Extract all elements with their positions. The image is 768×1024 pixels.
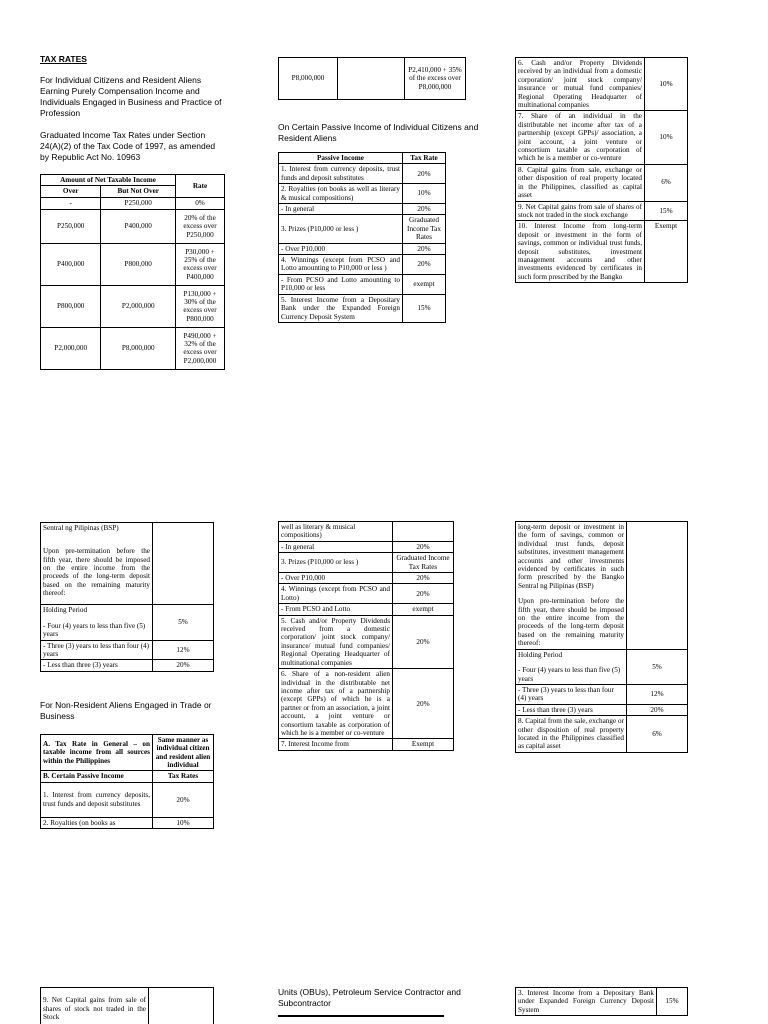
table-row bbox=[279, 604, 454, 615]
table-row bbox=[279, 669, 454, 739]
table-row bbox=[41, 660, 214, 671]
table-row bbox=[279, 274, 446, 294]
cell: 10% bbox=[153, 817, 214, 828]
cell: P400,000 bbox=[41, 243, 101, 285]
cell: exempt bbox=[393, 604, 454, 615]
table-row bbox=[279, 184, 446, 204]
cell: 5% bbox=[153, 605, 214, 640]
cell: P30,000 + 25% of the excess over P400,000 bbox=[176, 243, 225, 285]
cell: 12% bbox=[627, 684, 688, 704]
cell: 6% bbox=[627, 716, 688, 753]
cell: P2,000,000 bbox=[101, 285, 176, 327]
nra-passive-table-cont bbox=[515, 521, 688, 753]
cell: Holding Period bbox=[41, 605, 153, 616]
cell: 12% bbox=[153, 640, 214, 660]
cell: well as literary & musical compositions) bbox=[279, 522, 393, 542]
cell: 1. Interest from currency deposits, trust funds and deposit substitutes bbox=[41, 782, 153, 817]
cell: 10% bbox=[403, 184, 446, 204]
cell: 10% bbox=[645, 58, 688, 111]
table-row bbox=[279, 215, 446, 243]
cell: 15% bbox=[645, 201, 688, 221]
table-row bbox=[41, 197, 225, 209]
cell: 3. Interest Income from a Depositary Bank under Expanded Foreign Currency Deposit System bbox=[516, 988, 657, 1016]
table-row bbox=[41, 209, 225, 243]
table-row bbox=[41, 243, 225, 285]
cell: - Four (4) years to less than five (5) years bbox=[516, 660, 627, 684]
table-row bbox=[279, 573, 454, 584]
cell: - From PCSO and Lotto amounting to P10,000 or less bbox=[279, 274, 403, 294]
cell: 20% bbox=[393, 615, 454, 668]
col-header-over: Over bbox=[41, 186, 101, 197]
table-row bbox=[516, 164, 688, 201]
cell: P800,000 bbox=[101, 243, 176, 285]
cell: 3. Prizes (P10,000 or less ) bbox=[279, 215, 403, 243]
cell: 9. Net Capital gains from sale of shares of stock not traded in the Stock bbox=[41, 988, 149, 1024]
cell: 20% bbox=[627, 704, 688, 715]
table-row bbox=[41, 640, 214, 660]
table-row bbox=[516, 58, 688, 111]
cell: 20% bbox=[393, 584, 454, 604]
cell: P800,000 bbox=[41, 285, 101, 327]
cell: P130,000 + 30% of the excess over P800,000 bbox=[176, 285, 225, 327]
page-3 bbox=[515, 57, 688, 283]
cell: Tax Rates bbox=[153, 771, 214, 782]
page-4 bbox=[40, 522, 240, 829]
table-row bbox=[516, 704, 688, 715]
cell: Holding Period bbox=[516, 649, 627, 660]
cell: - Less than three (3) years bbox=[516, 704, 627, 715]
col-header-rate: Rate bbox=[176, 175, 225, 198]
top-rate-table bbox=[278, 57, 466, 100]
cell: Exempt bbox=[393, 739, 454, 750]
table-row bbox=[516, 649, 688, 660]
table-row bbox=[279, 553, 454, 573]
page-9 bbox=[515, 987, 688, 1024]
cell: 9. Net Capital gains from sale of shares of stock not traded in the stock exchange bbox=[516, 201, 645, 221]
table-row bbox=[279, 164, 446, 184]
cell: 6% bbox=[645, 164, 688, 201]
cell: 20% bbox=[393, 669, 454, 739]
cell: 10% bbox=[645, 111, 688, 164]
cell: P2,000,000 bbox=[41, 327, 101, 369]
nra-table bbox=[40, 734, 214, 829]
table-row bbox=[516, 221, 688, 283]
cell: 0% bbox=[176, 197, 225, 209]
cell: Graduated Income Tax Rates bbox=[393, 553, 454, 573]
table-row bbox=[279, 615, 454, 668]
table-row bbox=[41, 523, 214, 534]
cell: - In general bbox=[279, 541, 393, 552]
cell: 20% bbox=[403, 255, 446, 275]
cell: 5% bbox=[627, 649, 688, 684]
cell: 4. Winnings (except from PCSO and Lotto amounting to P10,000 or less ) bbox=[279, 255, 403, 275]
page-5 bbox=[278, 521, 454, 751]
cell: 7. Interest Income from bbox=[279, 739, 393, 750]
pretermination-table bbox=[40, 522, 214, 672]
cell: 20% bbox=[403, 164, 446, 184]
table-row bbox=[41, 782, 214, 817]
col-header-passive-income: Passive Income bbox=[279, 153, 403, 164]
cell: 15% bbox=[657, 988, 688, 1016]
cell: 20% bbox=[153, 660, 214, 671]
cell bbox=[627, 522, 688, 650]
table-row bbox=[41, 605, 214, 616]
passive-income-table bbox=[278, 152, 446, 323]
cell: 8. Capital gains from sale, exchange or other disposition of real property located in the Philippines, classified as capital asset bbox=[516, 164, 645, 201]
col-header-not-over: But Not Over bbox=[101, 186, 176, 197]
page-2 bbox=[278, 57, 486, 323]
cell: P490,000 + 32% of the excess over P2,000,000 bbox=[176, 327, 225, 369]
table-row bbox=[279, 58, 466, 100]
cell: 15% bbox=[403, 294, 446, 322]
cell: - Over P10,000 bbox=[279, 243, 403, 254]
cell: 20% of the excess over P250,000 bbox=[176, 209, 225, 243]
cell: 20% bbox=[403, 243, 446, 254]
cell: 8. Capital from the sale, exchange or other disposition of real property located in the Philippines classified as capital asset bbox=[516, 716, 627, 753]
fcds-table bbox=[515, 987, 688, 1016]
passive-income-table-cont bbox=[515, 57, 688, 283]
cell: P2,410,000 + 35% of the excess over P8,000,000 bbox=[405, 58, 466, 100]
cell: 5. Cash and/or Property Dividends received from a domestic corporation/ joint stock company/ insurance/ mutual fund companies/ Regional Operating Headquarter of multinational companies bbox=[279, 615, 393, 668]
table-row bbox=[516, 111, 688, 164]
col-header-net-income: Amount of Net Taxable Income bbox=[41, 175, 176, 186]
table-row bbox=[41, 734, 214, 771]
table-row bbox=[279, 522, 454, 542]
table-top-border bbox=[278, 1015, 444, 1017]
cell bbox=[393, 522, 454, 542]
cell: - Three (3) years to less than four (4) years bbox=[516, 684, 627, 704]
cell: B. Certain Passive Income bbox=[41, 771, 153, 782]
cell bbox=[153, 523, 214, 605]
cell: 3. Prizes (P10,000 or less ) bbox=[279, 553, 393, 573]
cell: Sentral ng Pilipinas (BSP) bbox=[41, 523, 153, 534]
table-row bbox=[41, 988, 214, 1024]
cell: 2. Royalties (on books as bbox=[41, 817, 153, 828]
cell: P400,000 bbox=[101, 209, 176, 243]
intro-text: For Individual Citizens and Resident Aliens Earning Purely Compensation Income and Individuals Engaged in Business and Practice of Profession bbox=[40, 75, 222, 118]
cell: - Over P10,000 bbox=[279, 573, 393, 584]
cell: - In general bbox=[279, 204, 403, 215]
cell: P250,000 bbox=[41, 209, 101, 243]
nra-title: For Non-Resident Aliens Engaged in Trade or Business bbox=[40, 699, 212, 721]
cell: 6. Cash and/or Property Dividends received by an individual from a domestic corporation/ joint stock company/ insurance or mutual fund companies/ Regional Operating Headquarter of multinational companies bbox=[516, 58, 645, 111]
cell: 2. Royalties (on books as well as literary & musical compositions) bbox=[279, 184, 403, 204]
cell: exempt bbox=[403, 274, 446, 294]
cell: - bbox=[41, 197, 101, 209]
cell: 7. Share of an individual in the distributable net income after tax of a partnership (except GPPs)/ association, a joint account, a joint venture or consortium taxable as corporation of which he is a member or co-venture bbox=[516, 111, 645, 164]
table-row bbox=[41, 285, 225, 327]
cell: 20% bbox=[393, 541, 454, 552]
passive-income-title: On Certain Passive Income of Individual Citizens and Resident Aliens bbox=[278, 122, 479, 143]
net-capital-gains-table bbox=[40, 987, 214, 1024]
table-row bbox=[279, 584, 454, 604]
cell: - From PCSO and Lotto bbox=[279, 604, 393, 615]
cell: 20% bbox=[393, 573, 454, 584]
page-1 bbox=[40, 54, 225, 370]
table-row bbox=[516, 988, 688, 1016]
table-row bbox=[279, 255, 446, 275]
table-row bbox=[279, 243, 446, 254]
table-row bbox=[279, 294, 446, 322]
table-row bbox=[516, 684, 688, 704]
col-header-tax-rate: Tax Rate bbox=[403, 153, 446, 164]
cell: P250,000 bbox=[101, 197, 176, 209]
cell: A. Tax Rate in General – on taxable income from all sources within the Philippines bbox=[41, 734, 153, 771]
cell: Same manner as individual citizen and resident alien individual bbox=[153, 734, 214, 771]
table-header-row bbox=[279, 153, 446, 164]
table-row bbox=[41, 771, 214, 782]
cell: - Four (4) years to less than five (5) years bbox=[41, 616, 153, 640]
obu-text: Units (OBUs), Petroleum Service Contractor and Subcontractor bbox=[278, 987, 461, 1008]
cell: 1. Interest from currency deposits, trust funds and deposit substitutes bbox=[279, 164, 403, 184]
nra-passive-table bbox=[278, 521, 454, 751]
graduated-text: Graduated Income Tax Rates under Section 24(A)(2) of the Tax Code of 1997, as amended by Republic Act No. 10963 bbox=[40, 130, 216, 162]
cell: 10. Interest Income from long-term deposit or investment in the form of savings, common or individual trust funds, deposit substitutes, investment management accounts and other investments evidenced by certificates in such form prescribed by the Bangko bbox=[516, 221, 645, 283]
cell: 6. Share of a non-resident alien individual in the distributable net income after tax of a partnership (except GPPs) of which he is a partner or from an association, a joint account, a joint venture or consortium taxable as corporation of which he is a member or co-venture bbox=[279, 669, 393, 739]
cell: - Less than three (3) years bbox=[41, 660, 153, 671]
cell bbox=[149, 988, 214, 1024]
table-row bbox=[279, 541, 454, 552]
table-row bbox=[41, 817, 214, 828]
cell: 20% bbox=[153, 782, 214, 817]
cell: Exempt bbox=[645, 221, 688, 283]
cell: 5. Interest Income from a Depositary Bank under the Expanded Foreign Currency Deposit System bbox=[279, 294, 403, 322]
cell: long-term deposit or investment in the form of savings, common or individual trust funds, deposit substitutes, investment management accounts and other investments evidenced by certificates in such form prescribed by the Bangko Sentral ng Pilipinas (BSP) bbox=[516, 522, 627, 592]
table-row bbox=[516, 716, 688, 753]
table-row bbox=[279, 739, 454, 750]
cell: Upon pre-termination before the fifth year, there should be imposed on the entire income from the proceeds of the long-term deposit based on the remaining maturity thereof: bbox=[516, 591, 627, 649]
graduated-tax-table bbox=[40, 174, 225, 370]
cell: 4. Winnings (except from PCSO and Lotto) bbox=[279, 584, 393, 604]
table-header-row bbox=[41, 175, 225, 186]
cell: Graduated Income Tax Rates bbox=[403, 215, 446, 243]
page-7 bbox=[40, 987, 214, 1024]
table-row bbox=[516, 522, 688, 592]
table-row bbox=[516, 201, 688, 221]
cell: Upon pre-termination before the fifth year, there should be imposed on the entire income from the proceeds of the long-term deposit based on the remaining maturity thereof: bbox=[41, 533, 153, 605]
page-6 bbox=[515, 521, 688, 753]
cell bbox=[338, 58, 405, 100]
cell: P8,000,000 bbox=[279, 58, 338, 100]
table-row bbox=[279, 204, 446, 215]
page-8 bbox=[278, 987, 488, 1024]
cell: 20% bbox=[403, 204, 446, 215]
tax-rates-heading: TAX RATES bbox=[40, 54, 87, 64]
cell: - Three (3) years to less than four (4) years bbox=[41, 640, 153, 660]
cell: P8,000,000 bbox=[101, 327, 176, 369]
table-row bbox=[41, 327, 225, 369]
